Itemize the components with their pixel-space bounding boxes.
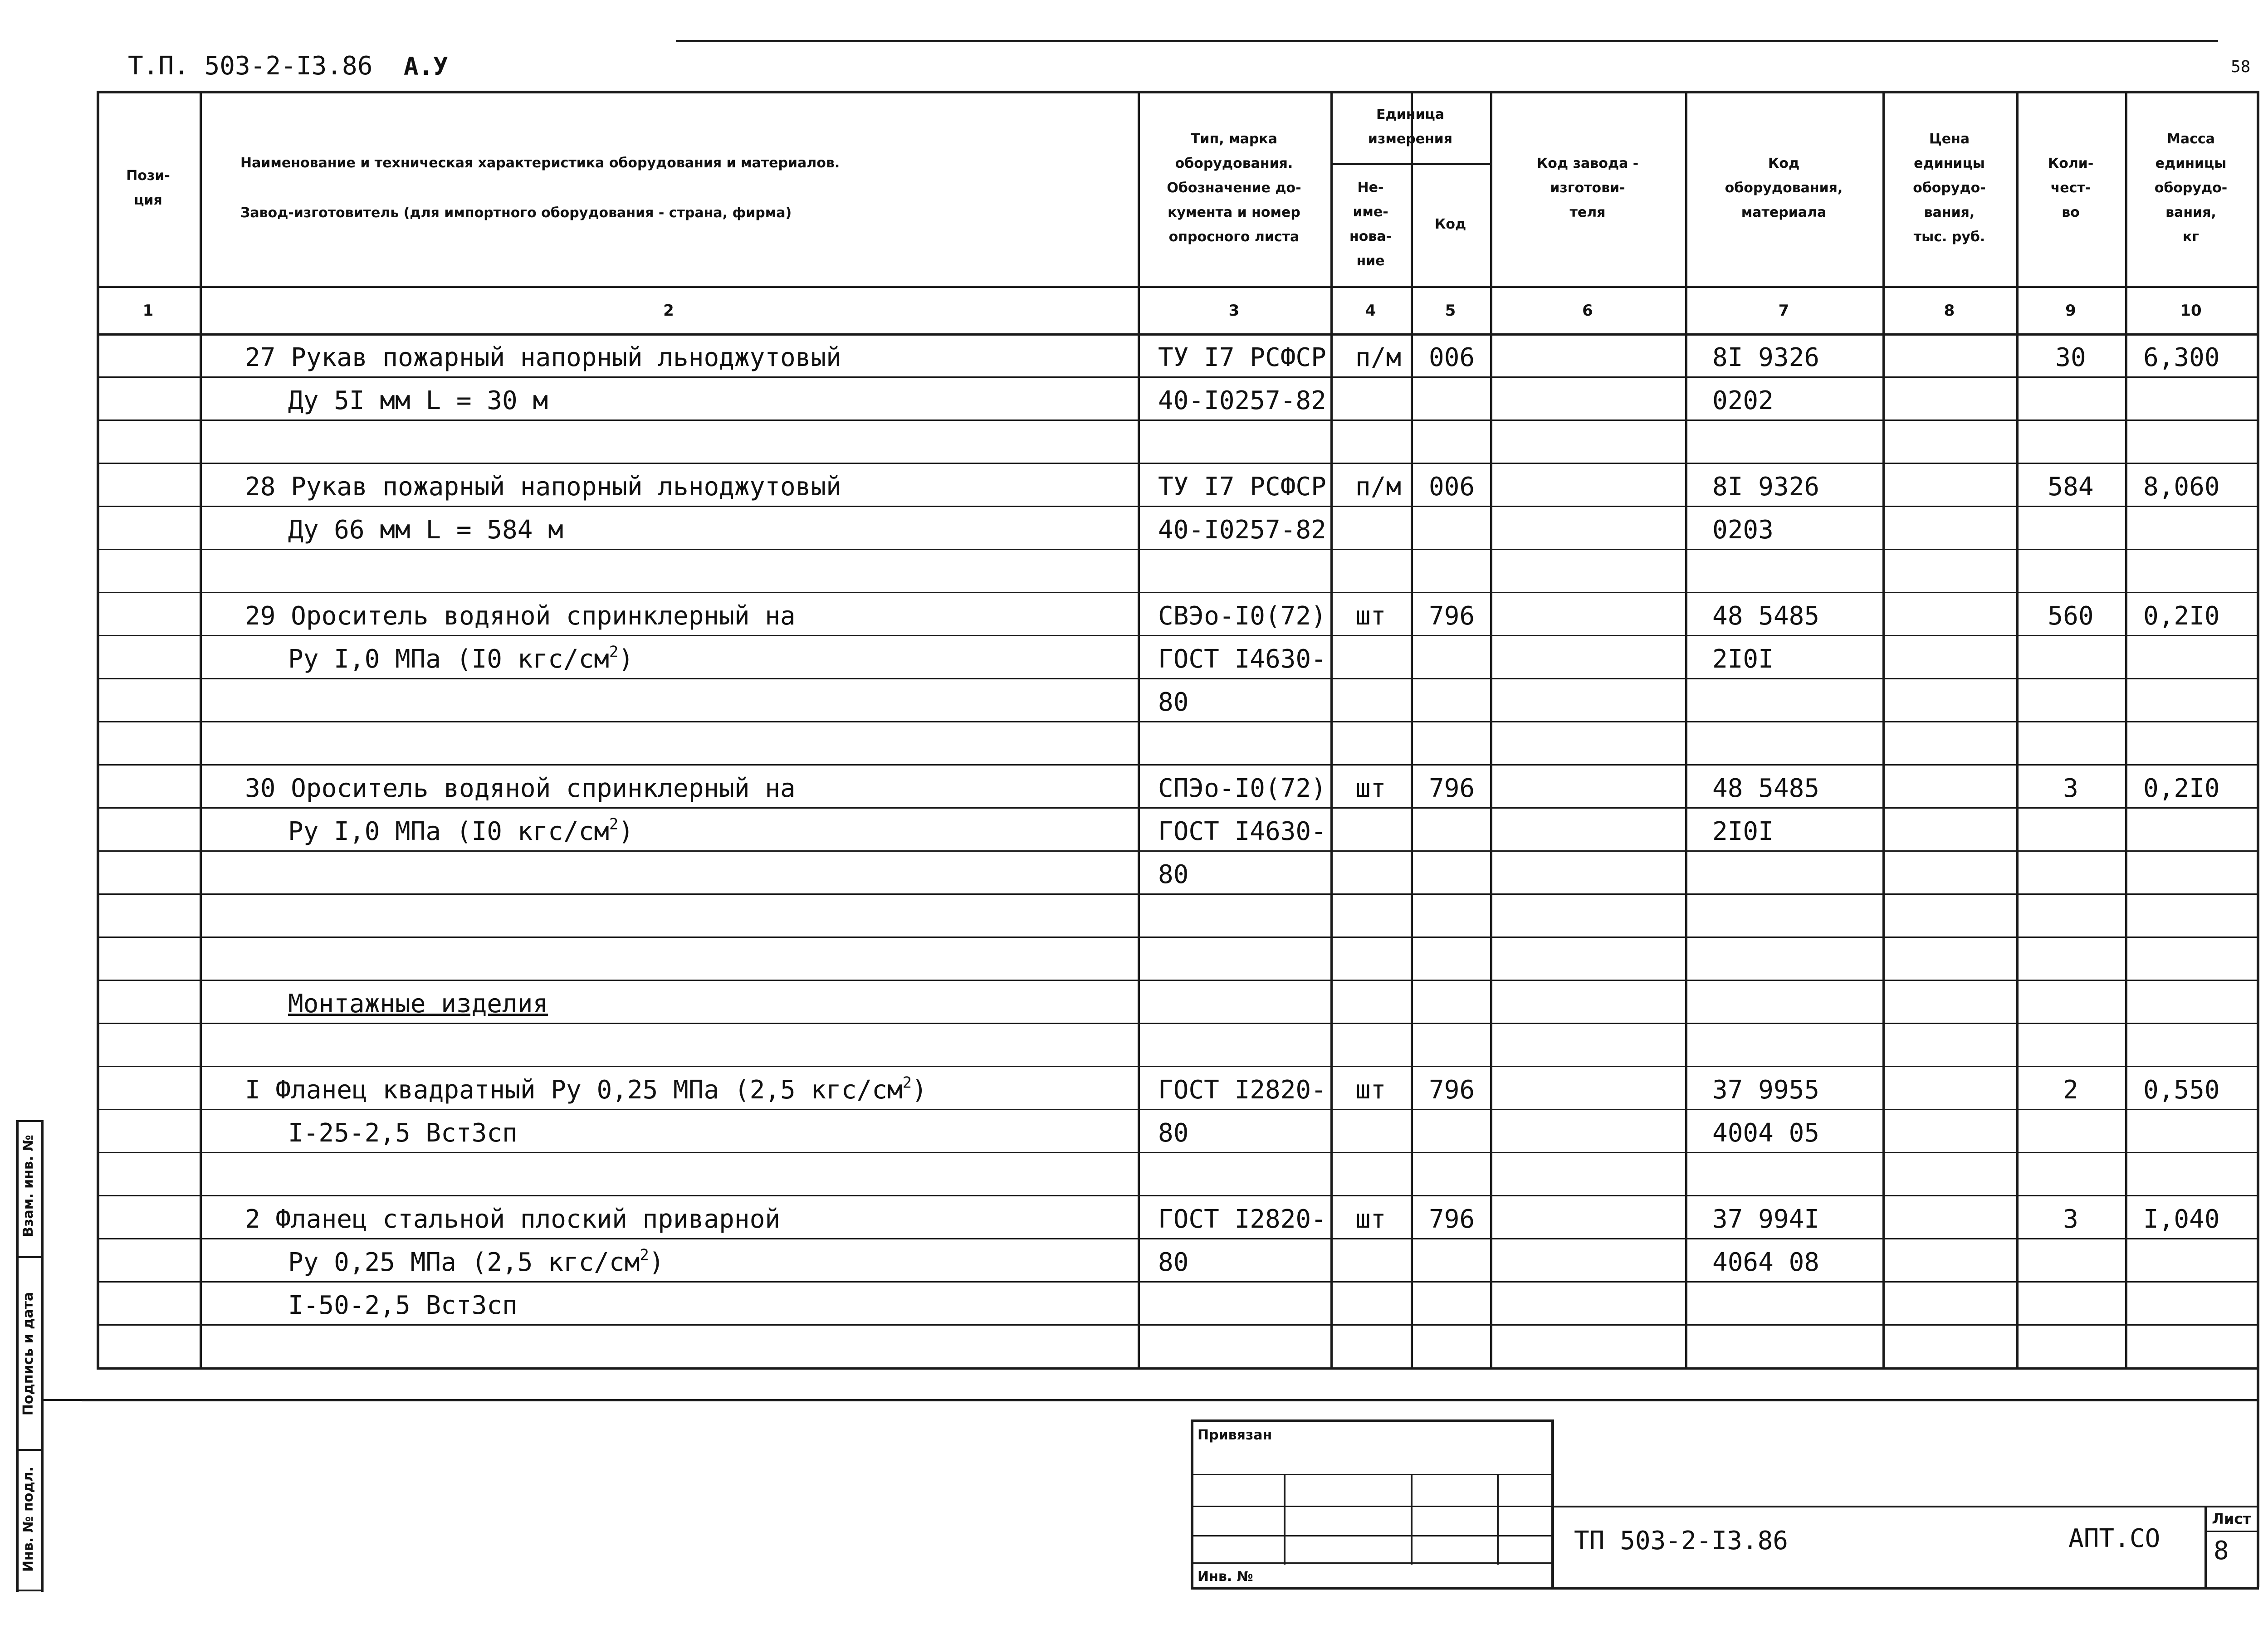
rule-line bbox=[1191, 1587, 2259, 1590]
item-equipment-code: 2I0I bbox=[1712, 644, 1774, 674]
rule-line bbox=[97, 376, 2257, 378]
rule-line bbox=[1191, 1506, 1554, 1507]
item-unit-code: 796 bbox=[1429, 601, 1475, 631]
item-type: 80 bbox=[1158, 860, 1189, 889]
rule-line bbox=[1411, 1474, 1413, 1565]
item-mass: 0,550 bbox=[2143, 1075, 2220, 1105]
column-number: 6 bbox=[1582, 302, 1593, 320]
rule-line bbox=[41, 1399, 82, 1401]
header-type: Тип, марка оборудования. Обозначение до- кумента и номер опросного листа bbox=[1167, 131, 1301, 245]
rule-line bbox=[2204, 1531, 2259, 1532]
item-name bbox=[245, 1073, 927, 1105]
rule-line bbox=[16, 1449, 44, 1451]
column-number: 7 bbox=[1778, 302, 1789, 320]
item-name: 28 Рукав пожарный напорный льноджутовый bbox=[245, 472, 841, 502]
superscript: 2 bbox=[609, 643, 619, 661]
rule-line bbox=[97, 91, 99, 1369]
rule-line bbox=[1411, 91, 1413, 1369]
column-number: 5 bbox=[1445, 302, 1456, 320]
item-unit: п/м bbox=[1355, 343, 1402, 372]
rule-line bbox=[1191, 1419, 1554, 1422]
rule-line bbox=[97, 333, 2257, 336]
item-type: ТУ I7 РСФСР bbox=[1158, 472, 1326, 502]
rule-line bbox=[97, 807, 2257, 809]
sheet-number: 8 bbox=[2214, 1536, 2229, 1566]
document-ref bbox=[128, 51, 373, 81]
item-equipment-code: 0202 bbox=[1712, 386, 1774, 415]
header-equipment-code: Код оборудования, материала bbox=[1725, 156, 1843, 220]
rule-line bbox=[97, 549, 2257, 550]
item-unit: шт bbox=[1355, 601, 1386, 631]
column-number: 2 bbox=[663, 302, 674, 320]
inventory-label: Инв. № bbox=[1198, 1569, 1253, 1585]
item-mass: 0,2I0 bbox=[2143, 601, 2220, 631]
rule-line bbox=[97, 592, 2257, 593]
header-plant-code: Код завода - изготови- теля bbox=[1536, 156, 1639, 220]
item-equipment-code: 4064 08 bbox=[1712, 1248, 1820, 1277]
item-name: Ду 5I мм L = 30 м bbox=[288, 386, 548, 415]
rule-line bbox=[97, 506, 2257, 507]
item-name: I-50-2,5 ВстЗсп bbox=[288, 1291, 518, 1320]
side-label-replacement-inv: Взам. инв. № bbox=[20, 1135, 36, 1237]
title-block-reference: ТП 503-2-I3.86 bbox=[1574, 1526, 1789, 1556]
column-number: 8 bbox=[1944, 302, 1955, 320]
header-quantity: Коли- чест- во bbox=[2048, 156, 2094, 220]
item-quantity: 560 bbox=[2048, 601, 2094, 631]
item-equipment-code: 37 994I bbox=[1712, 1205, 1820, 1234]
item-name: Монтажные изделия bbox=[288, 989, 548, 1019]
item-name bbox=[288, 1246, 665, 1277]
rule-line bbox=[97, 980, 2257, 981]
rule-line bbox=[1685, 91, 1687, 1369]
item-type: СВЭо-I0(72) bbox=[1158, 601, 1326, 631]
rule-line bbox=[1497, 1474, 1499, 1565]
item-type: СПЭо-I0(72) bbox=[1158, 774, 1326, 803]
rule-line bbox=[97, 463, 2257, 464]
rule-line bbox=[16, 1590, 44, 1591]
rule-line bbox=[97, 1109, 2257, 1110]
item-unit-code: 006 bbox=[1429, 343, 1475, 372]
rule-line bbox=[41, 1120, 44, 1592]
column-number: 9 bbox=[2065, 302, 2076, 320]
rule-line bbox=[97, 764, 2257, 766]
rule-line bbox=[97, 850, 2257, 852]
item-name-text: Ру I,0 МПа (I0 кгс/см bbox=[288, 817, 610, 846]
item-name-text: I Фланец квадратный Ру 0,25 МПа (2,5 кгс/см bbox=[245, 1075, 903, 1105]
item-equipment-code: 8I 9326 bbox=[1712, 472, 1820, 502]
item-unit-code: 796 bbox=[1429, 1205, 1475, 1234]
header-position: Пози- ция bbox=[126, 168, 170, 208]
item-quantity: 3 bbox=[2063, 1205, 2078, 1234]
item-name: 2 Фланец стальной плоский приварной bbox=[245, 1205, 781, 1234]
rule-line bbox=[1882, 91, 1885, 1369]
rule-line bbox=[1191, 1562, 1554, 1564]
item-name-end: ) bbox=[618, 817, 634, 846]
rule-line bbox=[2257, 1367, 2259, 1587]
item-type: ГОСТ I2820- bbox=[1158, 1205, 1326, 1234]
rule-line bbox=[1191, 1535, 1554, 1536]
item-type: ГОСТ I2820- bbox=[1158, 1075, 1326, 1105]
item-type: 40-I0257-82 bbox=[1158, 386, 1326, 415]
header-price: Цена единицы оборудо- вания, тыс. руб. bbox=[1913, 131, 1986, 245]
item-name bbox=[288, 815, 634, 846]
item-name: Ду 66 мм L = 584 м bbox=[288, 515, 563, 545]
item-unit: п/м bbox=[1355, 472, 1402, 502]
item-unit: шт bbox=[1355, 774, 1386, 803]
item-name-end: ) bbox=[649, 1248, 665, 1277]
rule-line bbox=[2257, 91, 2259, 1369]
superscript: 2 bbox=[609, 815, 619, 833]
item-name: 29 Ороситель водяной спринклерный на bbox=[245, 601, 796, 631]
item-equipment-code: 8I 9326 bbox=[1712, 343, 1820, 372]
item-name-text: Ру I,0 МПа (I0 кгс/см bbox=[288, 644, 610, 674]
title-block-code: АПТ.СО bbox=[2068, 1524, 2160, 1553]
rule-line bbox=[97, 937, 2257, 938]
item-name: I-25-2,5 ВстЗсп bbox=[288, 1118, 518, 1148]
rule-line bbox=[1284, 1474, 1286, 1565]
item-type: 80 bbox=[1158, 1248, 1189, 1277]
rule-line bbox=[97, 1324, 2257, 1326]
item-equipment-code: 0203 bbox=[1712, 515, 1774, 545]
header-unit-name: Не- име- нова- ние bbox=[1349, 180, 1392, 269]
item-equipment-code: 37 9955 bbox=[1712, 1075, 1820, 1105]
item-name-end: ) bbox=[618, 644, 634, 674]
item-type: ГОСТ I4630- bbox=[1158, 644, 1326, 674]
rule-line bbox=[1490, 91, 1492, 1369]
rule-line bbox=[97, 286, 2257, 288]
stamp-label: Привязан bbox=[1198, 1427, 1272, 1443]
item-quantity: 2 bbox=[2063, 1075, 2078, 1105]
rule-line bbox=[1551, 1506, 2259, 1507]
item-unit-code: 796 bbox=[1429, 1075, 1475, 1105]
item-name: 27 Рукав пожарный напорный льноджутовый bbox=[245, 343, 841, 372]
side-label-original-inv: Инв. № подл. bbox=[20, 1466, 36, 1572]
item-type: 40-I0257-82 bbox=[1158, 515, 1326, 545]
column-number: 10 bbox=[2180, 302, 2202, 320]
item-name-text: Ру 0,25 МПа (2,5 кгс/см bbox=[288, 1248, 640, 1277]
rule-line bbox=[97, 893, 2257, 895]
item-mass: 8,060 bbox=[2143, 472, 2220, 502]
rule-line bbox=[2125, 91, 2127, 1369]
item-unit: шт bbox=[1355, 1075, 1386, 1105]
header-unit: Единица измерения bbox=[1368, 107, 1453, 147]
superscript: 2 bbox=[640, 1246, 649, 1264]
item-unit-code: 006 bbox=[1429, 472, 1475, 502]
rule-line bbox=[97, 635, 2257, 636]
rule-line bbox=[97, 1066, 2257, 1067]
rule-line bbox=[16, 1256, 44, 1258]
rule-line bbox=[97, 1367, 2257, 1370]
superscript: 2 bbox=[902, 1073, 912, 1092]
item-type: 80 bbox=[1158, 688, 1189, 717]
column-number: 1 bbox=[142, 302, 154, 320]
rule-line bbox=[1138, 91, 1140, 1369]
item-mass: 6,300 bbox=[2143, 343, 2220, 372]
item-quantity: 584 bbox=[2048, 472, 2094, 502]
item-type: ГОСТ I4630- bbox=[1158, 817, 1326, 846]
item-equipment-code: 2I0I bbox=[1712, 817, 1774, 846]
rule-line bbox=[97, 678, 2257, 679]
item-quantity: 3 bbox=[2063, 774, 2078, 803]
header-unit-code: Код bbox=[1434, 216, 1466, 232]
rule-line bbox=[16, 1120, 19, 1592]
rule-line bbox=[2016, 91, 2019, 1369]
rule-line bbox=[97, 1023, 2257, 1024]
item-name: 30 Ороситель водяной спринклерный на bbox=[245, 774, 796, 803]
item-unit: шт bbox=[1355, 1205, 1386, 1234]
rule-line bbox=[97, 1238, 2257, 1239]
rule-line bbox=[97, 721, 2257, 722]
item-equipment-code: 4004 05 bbox=[1712, 1118, 1820, 1148]
item-type: ТУ I7 РСФСР bbox=[1158, 343, 1326, 372]
rule-line bbox=[1330, 91, 1333, 1369]
item-equipment-code: 48 5485 bbox=[1712, 774, 1820, 803]
rule-line bbox=[97, 1195, 2257, 1196]
item-mass: 0,2I0 bbox=[2143, 774, 2220, 803]
rule-line bbox=[82, 1399, 2257, 1401]
column-number: 3 bbox=[1228, 302, 1240, 320]
side-label-signature-date: Подпись и дата bbox=[20, 1292, 36, 1416]
item-name bbox=[288, 643, 634, 674]
rule-line bbox=[200, 91, 202, 1369]
header-mass: Масса единицы оборудо- вания, кг bbox=[2154, 131, 2228, 245]
item-name-end: ) bbox=[911, 1075, 927, 1105]
doc-ref-text: Т.П. 503-2-I3.86 bbox=[128, 51, 373, 81]
item-mass: I,040 bbox=[2143, 1205, 2220, 1234]
rule-line bbox=[1191, 1474, 1554, 1475]
rule-line bbox=[97, 419, 2257, 421]
sheet-label: Лист bbox=[2212, 1510, 2251, 1527]
item-type: 80 bbox=[1158, 1118, 1189, 1148]
item-unit-code: 796 bbox=[1429, 774, 1475, 803]
column-number: 4 bbox=[1365, 302, 1376, 320]
corner-page-number: 58 bbox=[2231, 58, 2251, 76]
item-quantity: 30 bbox=[2055, 343, 2086, 372]
rule-line bbox=[97, 1152, 2257, 1153]
item-equipment-code: 48 5485 bbox=[1712, 601, 1820, 631]
header-name: Наименование и техническая характеристика оборудования и материалов. Завод-изготовитель (для импортного оборудования - страна, фирма) bbox=[240, 155, 840, 221]
rule-line bbox=[97, 1281, 2257, 1283]
document-suffix: А.У bbox=[404, 52, 448, 81]
